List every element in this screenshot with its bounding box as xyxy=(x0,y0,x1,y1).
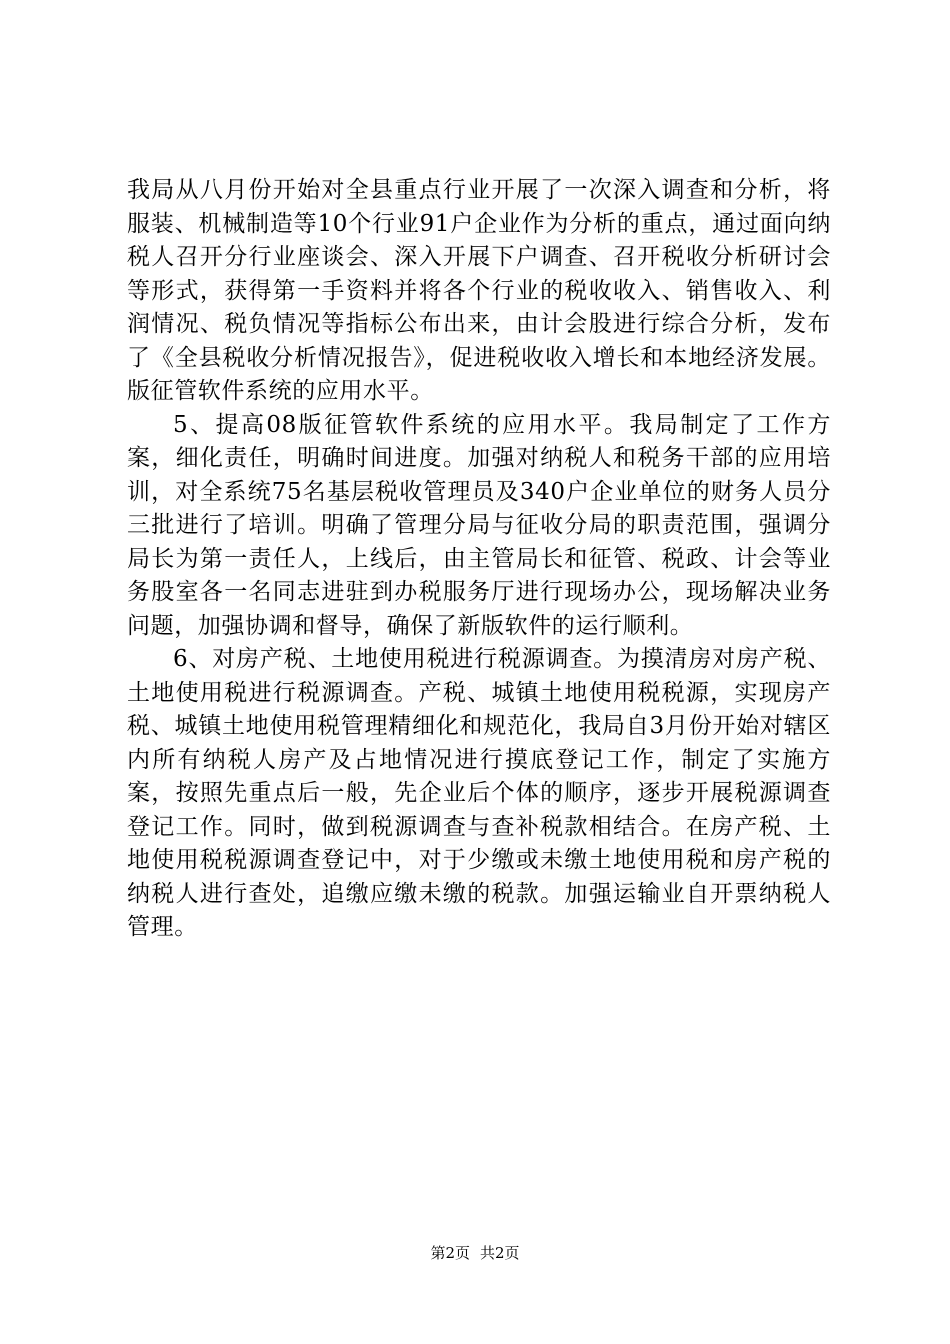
paragraph-industry-analysis: 我局从八月份开始对全县重点行业开展了一次深入调查和分析，将服装、机械制造等10个行业91户企业作为分析的重点，通过面向纳税人召开分行业座谈会、深入开展下户调查、召开税收分析研讨会等形式，获得第一手资料并将各个行业的税收收入、销售收入、利润情况、税负情况等指标公布出来，由计会股进行综合分析，发布了《全县税收分析情况报告》，促进税收收入增长和本地经济发展。版征管软件系统的应用水平。 xyxy=(127,177,831,404)
page-number: 第2页 xyxy=(430,1244,470,1262)
page-footer xyxy=(0,1243,950,1263)
paragraph-software-application: 5、提高08版征管软件系统的应用水平。我局制定了工作方案，细化责任，明确时间进度。加强对纳税人和税务干部的应用培训，对全系统75名基层税收管理员及340户企业单位的财务人员分三批进行了培训。明确了管理分局与征收分局的职责范围，强调分局长为第一责任人，上线后，由主管局长和征管、税政、计会等业务股室各一名同志进驻到办税服务厅进行现场办公，现场解决业务问题，加强协调和督导，确保了新版软件的运行顺利。 xyxy=(127,411,831,639)
document-body xyxy=(127,174,831,945)
page-total: 共2页 xyxy=(480,1244,520,1262)
paragraph-tax-source-survey: 6、对房产税、土地使用税进行税源调查。为摸清房对房产税、土地使用税进行税源调查。产税、城镇土地使用税税源，实现房产税、城镇土地使用税管理精细化和规范化，我局自3月份开始对辖区内所有纳税人房产及占地情况进行摸底登记工作，制定了实施方案，按照先重点后一般，先企业后个体的顺序，逐步开展税源调查登记工作。同时，做到税源调查与查补税款相结合。在房产税、土地使用税税源调查登记中，对于少缴或未缴土地使用税和房产税的纳税人进行查处，追缴应缴未缴的税款。加强运输业自开票纳税人管理。 xyxy=(127,646,831,940)
